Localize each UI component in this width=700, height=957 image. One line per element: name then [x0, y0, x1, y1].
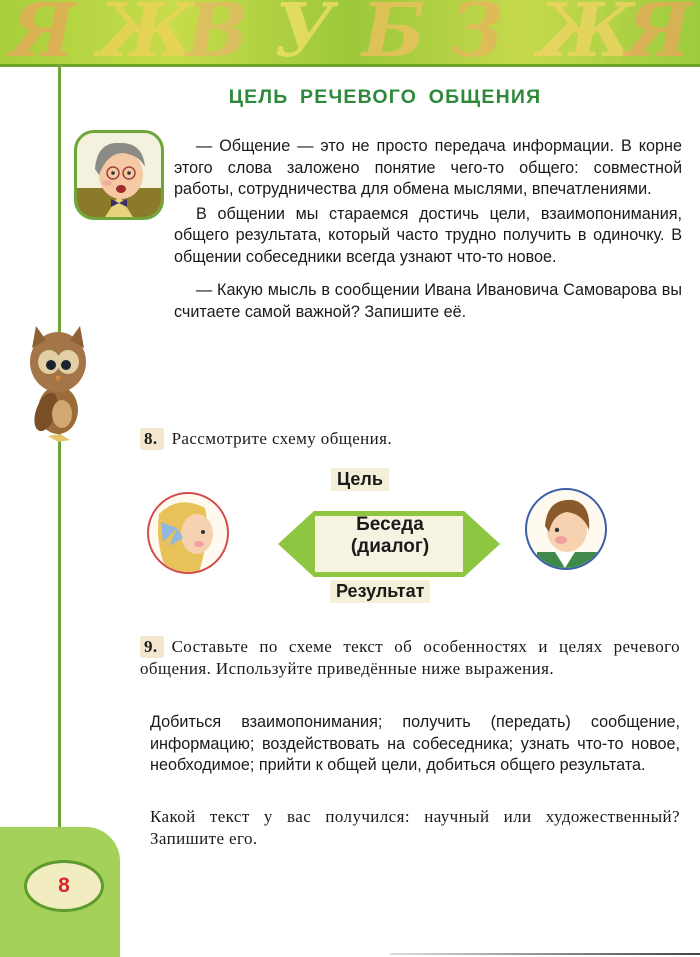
task-8 — [140, 428, 680, 450]
owl-icon — [18, 318, 98, 446]
banner-letter-glyph: У — [274, 0, 335, 67]
banner-letter-glyph: Ж — [538, 0, 636, 67]
dialog-label: Беседа (диалог) — [350, 514, 430, 557]
communication-scheme — [140, 468, 560, 618]
page-edge-line — [390, 953, 700, 955]
banner-letter-glyph: Я — [10, 0, 76, 67]
intro-paragraph-1: — Общение — это не просто передача информации. В корне этого слова заложено понятие чего-то общего: совместной работы, сотрудничества для обмена мыслями, впечатлениями. — [174, 137, 682, 198]
decorative-banner — [0, 0, 700, 67]
intro-question: — Какую мысль в сообщении Ивана Ивановича Самоварова вы считаете самой важной? Запишите её. — [174, 281, 682, 321]
boy-portrait-image — [525, 488, 607, 570]
page-number: 8 — [24, 860, 104, 912]
task-8-number: 8. — [140, 428, 164, 450]
task-9-expressions: Добиться взаимопонимания; получить (передать) сообщение, информацию; воздействовать на собеседника; узнать что-то новое, необходимое; прийти к общей цели, добиться общего результата. — [150, 713, 680, 774]
banner-letter-glyph: В — [186, 0, 249, 67]
intro-paragraph-2: В общении мы стараемся достичь цели, взаимопонимания, общего результата, который часто трудно получить в одиночку. В общении собеседники всегда узнают что-то новое. — [174, 204, 682, 266]
margin-line — [58, 64, 61, 864]
intro-text — [174, 136, 682, 323]
banner-letter-glyph: Ж — [98, 0, 196, 67]
goal-label: Цель — [331, 468, 389, 491]
teacher-portrait-image — [74, 130, 164, 220]
teacher-illustration-icon — [77, 133, 161, 217]
task-9 — [140, 636, 680, 680]
banner-letter-glyph: З — [450, 0, 504, 67]
girl-portrait-image — [147, 492, 229, 574]
girl-icon — [149, 494, 227, 572]
owl-mascot-image — [18, 318, 98, 446]
banner-letter-glyph: Я — [626, 0, 692, 67]
banner-letter-glyph: Б — [362, 0, 426, 67]
task-9-number: 9. — [140, 636, 164, 658]
boy-icon — [527, 490, 605, 568]
result-label: Результат — [330, 580, 430, 603]
task-9-text: Составьте по схеме текст об особенностях и целях речевого общения. Используйте приведённые ниже выражения. — [140, 637, 680, 678]
task-8-text: Рассмотрите схему общения. — [171, 429, 393, 448]
task-9-question: Какой текст у вас получился: научный или художественный? Запишите его. — [150, 807, 680, 848]
page-title: ЦЕЛЬ РЕЧЕВОГО ОБЩЕНИЯ — [228, 86, 542, 108]
